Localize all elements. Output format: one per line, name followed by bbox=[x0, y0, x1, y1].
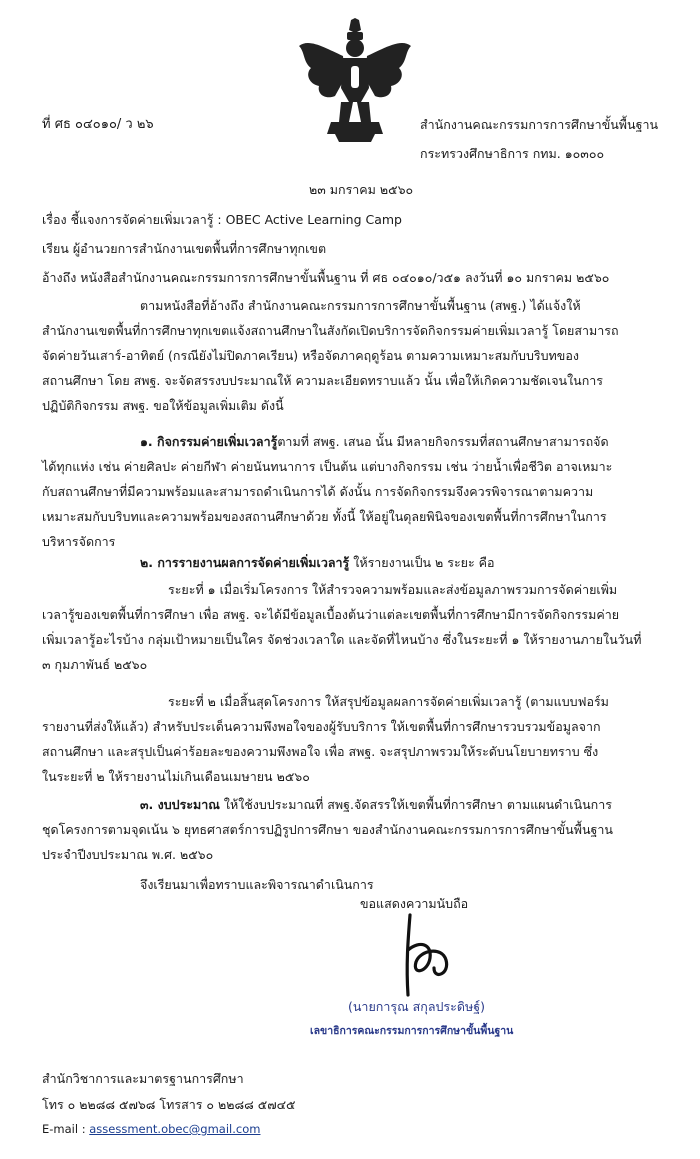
reference-line: อ้างถึง หนังสือสำนักงานคณะกรรมการการศึกษาขั้นพื้นฐาน ที่ ศธ ๐๔๐๑๐/ว๕๑ ลงวันที่ ๑๐ มกราคม ๒๕๖๐ bbox=[42, 270, 610, 285]
item1-paragraph-first-line bbox=[140, 435, 609, 449]
phase2-line: ระยะที่ ๒ เมื่อสิ้นสุดโครงการ ให้สรุปข้อมูลผลการจัดค่ายเพิ่มเวลารู้ (ตามแบบฟอร์ม bbox=[168, 694, 609, 709]
item2-tail: ให้รายงานเป็น ๒ ระยะ คือ bbox=[349, 555, 495, 570]
intro-line: สำนักงานเขตพื้นที่การศึกษาทุกเขตแจ้งสถานศึกษาในสังกัดเปิดบริการจัดกิจกรรมค่ายเพิ่มเวลารู้ โดยสามารถ bbox=[42, 323, 619, 338]
reference-number: ที่ ศธ ๐๔๐๑๐/ ว ๒๖ bbox=[42, 117, 154, 132]
item1-line: เหมาะสมกับบริบทและความพร้อมของสถานศึกษาด้วย ทั้งนี้ ให้อยู่ในดุลยพินิจของเขตพื้นที่การศึกษาในการ bbox=[42, 509, 607, 524]
item3-paragraph-first-line bbox=[140, 798, 612, 812]
signatory-title: เลขาธิการคณะกรรมการการศึกษาขั้นพื้นฐาน bbox=[310, 1025, 514, 1037]
garuda-emblem-icon bbox=[295, 18, 415, 143]
item3-heading: ๓. งบประมาณ bbox=[140, 797, 220, 812]
item1-line: บริหารจัดการ bbox=[42, 534, 116, 549]
phase1-line: เวลารู้ของเขตพื้นที่การศึกษา เพื่อ สพฐ. จะได้มีข้อมูลเบื้องต้นว่าแต่ละเขตพื้นที่การศึกษามีการจัดกิจกรรมค่าย bbox=[42, 607, 620, 622]
item1-line: กับสถานศึกษาที่มีความพร้อมและสามารถดำเนินการได้ ดังนั้น การจัดกิจกรรมจึงควรพิจารณาตามความ bbox=[42, 484, 594, 499]
intro-line: สถานศึกษา โดย สพฐ. จะจัดสรรงบประมาณให้ ความละเอียดทราบแล้ว นั้น เพื่อให้เกิดความชัดเจนในการ bbox=[42, 373, 604, 388]
item3-text: ให้ใช้งบประมาณที่ สพฐ.จัดสรรให้เขตพื้นที่การศึกษา ตามแผนดำเนินการ bbox=[219, 797, 612, 812]
email-label: E-mail : bbox=[42, 1122, 90, 1136]
item1-text: ตามที่ สพฐ. เสนอ นั้น มีหลายกิจกรรมที่สถานศึกษาสามารถจัด bbox=[277, 434, 609, 449]
document-date: ๒๓ มกราคม ๒๕๖๐ bbox=[309, 182, 414, 197]
issuing-office: สำนักงานคณะกรรมการการศึกษาขั้นพื้นฐาน bbox=[420, 117, 659, 132]
phase2-line: รายงานที่ส่งให้แล้ว) สำหรับประเด็นความพึงพอใจของผู้รับบริการ ให้เขตพื้นที่การศึกษารวบรวมข้อมูลจาก bbox=[42, 719, 601, 734]
footer-unit: สำนักวิชาการและมาตรฐานการศึกษา bbox=[42, 1071, 244, 1086]
item2-heading-line bbox=[140, 556, 495, 570]
intro-line: ตามหนังสือที่อ้างถึง สำนักงานคณะกรรมการการศึกษาขั้นพื้นฐาน (สพฐ.) ได้แจ้งให้ bbox=[140, 298, 581, 313]
recipient-line: เรียน ผู้อำนวยการสำนักงานเขตพื้นที่การศึกษาทุกเขต bbox=[42, 241, 327, 256]
phase1-line: ๓ กุมภาพันธ์ ๒๕๖๐ bbox=[42, 657, 148, 672]
issuing-office-address: กระทรวงศึกษาธิการ กทม. ๑๐๓๐๐ bbox=[420, 146, 605, 161]
regards: ขอแสดงความนับถือ bbox=[360, 896, 469, 911]
intro-line: จัดค่ายวันเสาร์-อาทิตย์ (กรณียังไม่ปิดภาคเรียน) หรือจัดภาคฤดูร้อน ตามความเหมาะสมกับบริบทของ bbox=[42, 348, 579, 363]
phase1-line: เพิ่มเวลารู้อะไรบ้าง กลุ่มเป้าหมายเป็นใคร จัดช่วงเวลาใด และจัดที่ไหนบ้าง ซึ่งในระยะที่ ๑ ให้รายงานภายในวันที่ bbox=[42, 632, 642, 647]
item3-line: ประจำปีงบประมาณ พ.ศ. ๒๕๖๐ bbox=[42, 847, 214, 862]
intro-line: ปฏิบัติกิจกรรม สพฐ. ขอให้ข้อมูลเพิ่มเติม ดังนี้ bbox=[42, 398, 284, 413]
phase2-line: สถานศึกษา และสรุปเป็นค่าร้อยละของความพึงพอใจ เพื่อ สพฐ. จะสรุปภาพรวมให้ระดับนโยบายทราบ ซึ่ง bbox=[42, 744, 599, 759]
subject-line: เรื่อง ชี้แจงการจัดค่ายเพิ่มเวลารู้ : OBEC Active Learning Camp bbox=[42, 212, 402, 227]
footer-phone: โทร ๐ ๒๒๘๘ ๕๗๖๘ โทรสาร ๐ ๒๒๘๘ ๕๗๔๕ bbox=[42, 1097, 296, 1112]
item1-line: ได้ทุกแห่ง เช่น ค่ายศิลปะ ค่ายกีฬา ค่ายนันทนาการ เป็นต้น แต่บางกิจกรรม เช่น ว่ายน้ำเพื่อชีวิต อาจเหมาะ bbox=[42, 459, 613, 474]
signatory-name: (นายการุณ สกุลประดิษฐ์) bbox=[348, 999, 485, 1014]
phase2-line: ในระยะที่ ๒ ให้รายงานไม่เกินเดือนเมษายน ๒๕๖๐ bbox=[42, 769, 310, 784]
email-link[interactable]: assessment.obec@gmail.com bbox=[89, 1122, 261, 1136]
item1-heading: ๑. กิจกรรมค่ายเพิ่มเวลารู้ bbox=[140, 434, 278, 449]
item2-heading: ๒. การรายงานผลการจัดค่ายเพิ่มเวลารู้ bbox=[140, 555, 350, 570]
footer-email-line bbox=[42, 1122, 260, 1136]
phase1-line: ระยะที่ ๑ เมื่อเริ่มโครงการ ให้สำรวจความพร้อมและส่งข้อมูลภาพรวมการจัดค่ายเพิ่ม bbox=[168, 582, 618, 597]
handwritten-signature-icon bbox=[390, 910, 470, 1000]
item3-line: ชุดโครงการตามจุดเน้น ๖ ยุทธศาสตร์การปฏิรูปการศึกษา ของสำนักงานคณะกรรมการการศึกษาขั้นพื้นฐาน bbox=[42, 822, 613, 837]
closing-line: จึงเรียนมาเพื่อทราบและพิจารณาดำเนินการ bbox=[140, 877, 374, 892]
